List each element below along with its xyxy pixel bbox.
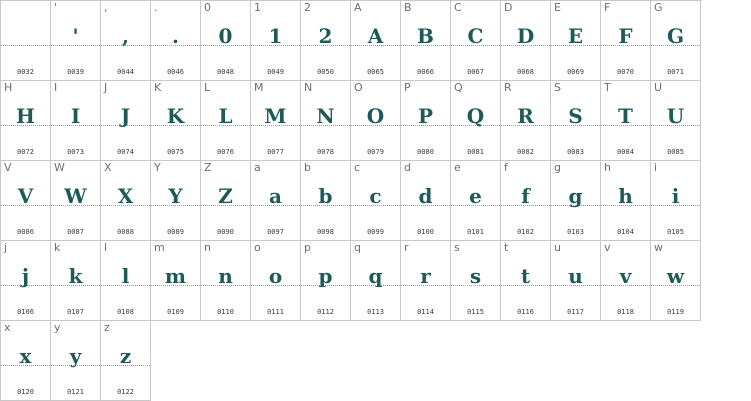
- character-code: 0068: [517, 68, 534, 76]
- character-hint: K: [154, 81, 162, 94]
- character-code: 0122: [117, 388, 134, 396]
- character-cell[interactable]: [551, 161, 601, 241]
- character-glyph: J: [120, 104, 131, 128]
- character-glyph: O: [366, 104, 385, 128]
- character-code: 0067: [467, 68, 484, 76]
- character-cell[interactable]: [301, 81, 351, 161]
- character-code: 0069: [567, 68, 584, 76]
- character-hint: r: [404, 241, 409, 254]
- character-glyph: f: [521, 184, 530, 208]
- character-cell[interactable]: [601, 241, 651, 321]
- character-code: 0090: [217, 228, 234, 236]
- character-code: 0084: [617, 148, 634, 156]
- character-glyph: w: [666, 264, 685, 288]
- character-glyph: N: [316, 104, 335, 128]
- character-hint: ': [54, 1, 58, 14]
- character-glyph: T: [618, 104, 633, 128]
- character-hint: t: [504, 241, 509, 254]
- character-cell[interactable]: [1, 161, 51, 241]
- character-glyph: p: [318, 264, 333, 288]
- character-cell[interactable]: [101, 241, 151, 321]
- character-glyph: v: [619, 264, 632, 288]
- character-code: 0110: [217, 308, 234, 316]
- character-hint: X: [104, 161, 112, 174]
- character-hint: G: [654, 1, 663, 14]
- character-code: 0104: [617, 228, 634, 236]
- character-cell[interactable]: [401, 1, 451, 81]
- character-code: 0118: [617, 308, 634, 316]
- character-cell[interactable]: [651, 81, 701, 161]
- character-cell[interactable]: [101, 321, 151, 401]
- character-glyph: b: [318, 184, 333, 208]
- character-code: 0079: [367, 148, 384, 156]
- character-hint: x: [4, 321, 11, 334]
- character-hint: Z: [204, 161, 212, 174]
- character-hint: J: [104, 81, 108, 94]
- character-cell[interactable]: [651, 241, 701, 321]
- character-code: 0121: [67, 388, 84, 396]
- character-cell[interactable]: [201, 161, 251, 241]
- character-glyph: q: [368, 264, 383, 288]
- character-hint: u: [554, 241, 561, 254]
- character-glyph: K: [166, 104, 185, 128]
- character-glyph: c: [369, 184, 382, 208]
- character-glyph: R: [517, 104, 534, 128]
- character-glyph: W: [64, 184, 87, 208]
- character-glyph: y: [69, 344, 82, 368]
- character-glyph: I: [70, 104, 81, 128]
- character-cell[interactable]: [101, 1, 151, 81]
- character-cell[interactable]: [151, 1, 201, 81]
- character-glyph: E: [567, 24, 584, 48]
- character-code: 0112: [317, 308, 334, 316]
- character-glyph: e: [469, 184, 482, 208]
- character-cell[interactable]: [51, 161, 101, 241]
- character-glyph: .: [172, 24, 179, 48]
- character-cell[interactable]: [201, 81, 251, 161]
- character-glyph: Z: [218, 184, 233, 208]
- character-cell[interactable]: [401, 161, 451, 241]
- character-hint: g: [554, 161, 561, 174]
- character-glyph: U: [666, 104, 685, 128]
- character-cell[interactable]: [251, 161, 301, 241]
- character-code: 0098: [317, 228, 334, 236]
- character-cell[interactable]: [151, 161, 201, 241]
- character-cell[interactable]: [351, 161, 401, 241]
- character-cell[interactable]: [1, 1, 51, 81]
- character-glyph: G: [666, 24, 685, 48]
- character-code: 0048: [217, 68, 234, 76]
- character-glyph: x: [19, 344, 32, 368]
- character-hint: P: [404, 81, 411, 94]
- character-cell[interactable]: [501, 241, 551, 321]
- character-cell[interactable]: [101, 161, 151, 241]
- character-hint: S: [554, 81, 561, 94]
- character-code: 0066: [417, 68, 434, 76]
- character-cell[interactable]: [551, 1, 601, 81]
- character-glyph: 0: [218, 24, 233, 48]
- character-cell[interactable]: [51, 81, 101, 161]
- character-cell[interactable]: [601, 1, 651, 81]
- character-cell[interactable]: [101, 81, 151, 161]
- character-cell[interactable]: [151, 241, 201, 321]
- character-hint: U: [654, 81, 663, 94]
- character-code: 0083: [567, 148, 584, 156]
- character-glyph: S: [568, 104, 583, 128]
- character-cell[interactable]: [501, 81, 551, 161]
- character-hint: c: [354, 161, 361, 174]
- character-hint: i: [654, 161, 658, 174]
- character-code: 0113: [367, 308, 384, 316]
- character-code: 0099: [367, 228, 384, 236]
- character-code: 0080: [417, 148, 434, 156]
- character-cell[interactable]: [551, 81, 601, 161]
- character-hint: 2: [304, 1, 311, 14]
- character-hint: 0: [204, 1, 211, 14]
- character-hint: a: [254, 161, 261, 174]
- character-cell[interactable]: [251, 1, 301, 81]
- character-code: 0103: [567, 228, 584, 236]
- character-hint: p: [304, 241, 311, 254]
- character-glyph: i: [671, 184, 680, 208]
- character-hint: E: [554, 1, 561, 14]
- character-cell[interactable]: [201, 241, 251, 321]
- character-cell[interactable]: [451, 161, 501, 241]
- character-hint: d: [404, 161, 411, 174]
- character-code: 0115: [467, 308, 484, 316]
- character-code: 0088: [117, 228, 134, 236]
- character-glyph: 1: [268, 24, 283, 48]
- character-cell[interactable]: [301, 241, 351, 321]
- character-cell[interactable]: [601, 161, 651, 241]
- character-cell[interactable]: [651, 161, 701, 241]
- character-glyph: n: [218, 264, 233, 288]
- character-code: 0078: [317, 148, 334, 156]
- character-hint: b: [304, 161, 311, 174]
- character-code: 0086: [17, 228, 34, 236]
- character-cell[interactable]: [301, 161, 351, 241]
- character-code: 0081: [467, 148, 484, 156]
- character-cell[interactable]: [301, 1, 351, 81]
- character-glyph: a: [269, 184, 282, 208]
- character-glyph: F: [618, 24, 633, 48]
- character-hint: C: [454, 1, 462, 14]
- character-code: 0111: [267, 308, 284, 316]
- character-cell[interactable]: [1, 81, 51, 161]
- character-hint: j: [4, 241, 8, 254]
- character-code: 0097: [267, 228, 284, 236]
- character-code: 0077: [267, 148, 284, 156]
- character-cell[interactable]: [1, 241, 51, 321]
- character-glyph: P: [417, 104, 434, 128]
- character-hint: O: [354, 81, 363, 94]
- character-hint: W: [54, 161, 65, 174]
- character-cell[interactable]: [51, 1, 101, 81]
- character-glyph: m: [164, 264, 187, 288]
- character-code: 0072: [17, 148, 34, 156]
- character-code: 0082: [517, 148, 534, 156]
- character-code: 0107: [67, 308, 84, 316]
- character-glyph: z: [119, 344, 132, 368]
- character-hint: H: [4, 81, 13, 94]
- character-hint: M: [254, 81, 264, 94]
- character-glyph: H: [16, 104, 35, 128]
- character-glyph: ,: [122, 24, 129, 48]
- character-code: 0065: [367, 68, 384, 76]
- character-code: 0106: [17, 308, 34, 316]
- character-hint: h: [604, 161, 611, 174]
- character-glyph: Q: [466, 104, 485, 128]
- character-glyph: M: [264, 104, 287, 128]
- character-code: 0073: [67, 148, 84, 156]
- character-hint: F: [604, 1, 611, 14]
- character-code: 0076: [217, 148, 234, 156]
- character-hint: v: [604, 241, 611, 254]
- character-hint: n: [204, 241, 211, 254]
- character-code: 0120: [17, 388, 34, 396]
- character-glyph: h: [618, 184, 633, 208]
- character-hint: B: [404, 1, 412, 14]
- character-glyph: r: [420, 264, 431, 288]
- character-cell[interactable]: [401, 81, 451, 161]
- character-cell[interactable]: [451, 241, 501, 321]
- character-glyph: C: [467, 24, 484, 48]
- character-hint: L: [204, 81, 211, 94]
- character-code: 0070: [617, 68, 634, 76]
- character-code: 0101: [467, 228, 484, 236]
- character-glyph: k: [68, 264, 83, 288]
- character-code: 0074: [117, 148, 134, 156]
- character-cell[interactable]: [351, 81, 401, 161]
- character-glyph: o: [268, 264, 283, 288]
- character-hint: e: [454, 161, 461, 174]
- character-hint: y: [54, 321, 61, 334]
- character-hint: .: [154, 1, 158, 14]
- character-code: 0049: [267, 68, 284, 76]
- character-hint: T: [604, 81, 611, 94]
- character-code: 0116: [517, 308, 534, 316]
- character-hint: ,: [104, 1, 108, 14]
- character-cell[interactable]: [451, 1, 501, 81]
- character-hint: s: [454, 241, 460, 254]
- character-code: 0050: [317, 68, 334, 76]
- character-code: 0039: [67, 68, 84, 76]
- character-code: 0119: [667, 308, 684, 316]
- character-code: 0089: [167, 228, 184, 236]
- character-hint: f: [504, 161, 508, 174]
- character-hint: A: [354, 1, 362, 14]
- character-code: 0117: [567, 308, 584, 316]
- character-hint: l: [104, 241, 108, 254]
- character-hint: 1: [254, 1, 261, 14]
- character-glyph: 2: [318, 24, 333, 48]
- character-cell[interactable]: [651, 1, 701, 81]
- character-code: 0085: [667, 148, 684, 156]
- character-glyph: ': [72, 24, 79, 48]
- character-glyph: d: [418, 184, 433, 208]
- character-glyph: X: [117, 184, 134, 208]
- character-code: 0087: [67, 228, 84, 236]
- character-code: 0071: [667, 68, 684, 76]
- character-hint: R: [504, 81, 512, 94]
- character-glyph: V: [17, 184, 34, 208]
- baseline-guide: [1, 45, 50, 46]
- character-glyph: B: [417, 24, 434, 48]
- character-hint: k: [54, 241, 61, 254]
- character-code: 0114: [417, 308, 434, 316]
- character-hint: Y: [154, 161, 161, 174]
- character-cell[interactable]: [501, 161, 551, 241]
- character-glyph: D: [516, 24, 535, 48]
- character-code: 0105: [667, 228, 684, 236]
- character-cell[interactable]: [351, 1, 401, 81]
- character-code: 0044: [117, 68, 134, 76]
- character-code: 0032: [17, 68, 34, 76]
- character-cell[interactable]: [201, 1, 251, 81]
- character-cell[interactable]: [151, 81, 201, 161]
- character-code: 0046: [167, 68, 184, 76]
- character-cell[interactable]: [251, 81, 301, 161]
- character-cell[interactable]: [51, 321, 101, 401]
- character-hint: o: [254, 241, 261, 254]
- character-hint: w: [654, 241, 663, 254]
- character-glyph: l: [121, 264, 130, 288]
- character-hint: N: [304, 81, 313, 94]
- character-glyph: u: [568, 264, 583, 288]
- character-cell[interactable]: [551, 241, 601, 321]
- character-hint: D: [504, 1, 513, 14]
- character-cell[interactable]: [1, 321, 51, 401]
- character-cell[interactable]: [51, 241, 101, 321]
- character-hint: m: [154, 241, 165, 254]
- character-cell[interactable]: [401, 241, 451, 321]
- character-cell[interactable]: [351, 241, 401, 321]
- character-glyph: A: [367, 24, 384, 48]
- character-code: 0109: [167, 308, 184, 316]
- character-cell[interactable]: [251, 241, 301, 321]
- character-code: 0108: [117, 308, 134, 316]
- character-hint: q: [354, 241, 361, 254]
- character-glyph: L: [218, 104, 233, 128]
- character-hint: I: [54, 81, 58, 94]
- character-cell[interactable]: [601, 81, 651, 161]
- character-glyph: j: [21, 264, 30, 288]
- character-hint: V: [4, 161, 12, 174]
- character-code: 0102: [517, 228, 534, 236]
- character-code: 0100: [417, 228, 434, 236]
- character-cell[interactable]: [451, 81, 501, 161]
- character-glyph: s: [469, 264, 482, 288]
- character-hint: Q: [454, 81, 463, 94]
- character-glyph: t: [520, 264, 531, 288]
- character-glyph: Y: [168, 184, 183, 208]
- character-glyph: g: [568, 184, 583, 208]
- character-hint: z: [104, 321, 110, 334]
- character-cell[interactable]: [501, 1, 551, 81]
- character-code: 0075: [167, 148, 184, 156]
